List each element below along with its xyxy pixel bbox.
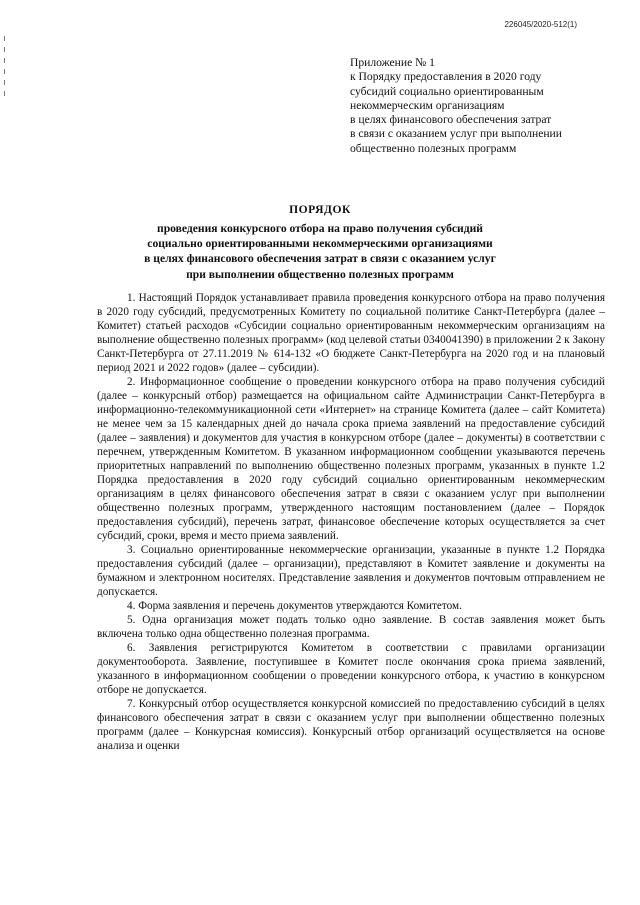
- appendix-line: к Порядку предоставления в 2020 году: [350, 70, 542, 84]
- document-title: ПОРЯДОК: [289, 203, 351, 216]
- appendix-line: некоммерческим организациям: [350, 98, 505, 112]
- document-body: [97, 291, 605, 753]
- paragraph-7: 7. Конкурсный отбор осуществляется конкурсной комиссией по предоставлению субсидий в целях финансового обеспечения затрат в связи с оказанием услуг при выполнении общественно полезных программ (далее – Конкурсная комиссия). Конкурсный отбор организаций осуществляется на основе анализа и оценки: [97, 698, 605, 752]
- heading-subtitle-line: социально ориентированными некоммерческими организациями: [147, 237, 493, 251]
- heading-subtitle-line: проведения конкурсного отбора на право получения субсидий: [157, 222, 483, 235]
- paragraph-5: 5. Одна организация может подать только одно заявление. В состав заявления может быть включена только одна общественно полезная программа.: [97, 614, 605, 640]
- paragraph-1: 1. Настоящий Порядок устанавливает правила проведения конкурсного отбора на право получения в 2020 году субсидий, предусмотренных Комитету по социальной политике Санкт-Петербурга (далее – Комитет) статьей расходов «Субсидии социально ориентированным некоммерческим организациям на выполнение общественно полезных программ» (код целевой статьи 0340041390) в приложении 2 к Закону Санкт-Петербурга от 27.11.2019 № 614-132 «О бюджете Санкт-Петербурга на 2020 год и на плановый период 2021 и 2022 годов» (далее – субсидии).: [97, 292, 605, 374]
- paragraph-6: 6. Заявления регистрируются Комитетом в соответствии с правилами организации документооборота. Заявление, поступившее в Комитет после окончания срока приема заявлений, указанного в информационном сообщении о проведении конкурсного отбора, к участию в конкурсном отборе не допускается.: [97, 642, 605, 696]
- appendix-line: общественно полезных программ: [350, 141, 517, 155]
- appendix-line: Приложение № 1: [350, 56, 435, 69]
- appendix-line: в целях финансового обеспечения затрат: [350, 113, 552, 127]
- appendix-header: [350, 56, 610, 156]
- document-registration-number: 226045/2020-512(1): [504, 20, 577, 29]
- document-heading: [0, 202, 640, 282]
- paragraph-2: 2. Информационное сообщение о проведении конкурсного отбора на право получения субсидий (далее – конкурсный отбор) размещается на официальном сайте Администрации Санкт-Петербурга в информационно-телекоммуникационной сети «Интернет» на странице Комитета (далее – сайт Комитета) не менее чем за 15 календарных дней до начала срока приема заявлений на предоставление субсидий (далее – заявления) и документов для участия в конкурсном отборе (далее – документы) в соответствии с перечнем, утвержденным Комитетом. В указанном информационном сообщении указываются перечень приоритетных направлений по выполнению общественно полезных программ, указанных в пункте 1.2 Порядка предоставления в 2020 году субсидий социально ориентированным некоммерческим организациям в целях финансового обеспечения затрат в связи с оказанием услуг при выполнении общественно полезных программ, утвержденного настоящим постановлением (далее – Порядок предоставления субсидий), перечень затрат, финансовое обеспечение которых осуществляется за счет субсидий, сроки, время и место приема заявлений.: [97, 376, 605, 542]
- appendix-line: в связи с оказанием услуг при выполнении: [350, 127, 562, 141]
- heading-subtitle-line: в целях финансового обеспечения затрат в связи с оказанием услуг: [144, 252, 496, 266]
- paragraph-4: 4. Форма заявления и перечень документов утверждаются Комитетом.: [127, 600, 462, 612]
- heading-subtitle-line: при выполнении общественно полезных программ: [186, 267, 454, 281]
- appendix-line: субсидий социально ориентированным: [350, 84, 544, 98]
- scan-edge-marks: [2, 30, 8, 110]
- paragraph-3: 3. Социально ориентированные некоммерческие организации, указанные в пункте 1.2 Порядка предоставления субсидий (далее – организации), представляют в Комитет заявление и документы на бумажном и электронном носителях. Представление заявления и документов почтовым отправлением не допускается.: [97, 544, 605, 598]
